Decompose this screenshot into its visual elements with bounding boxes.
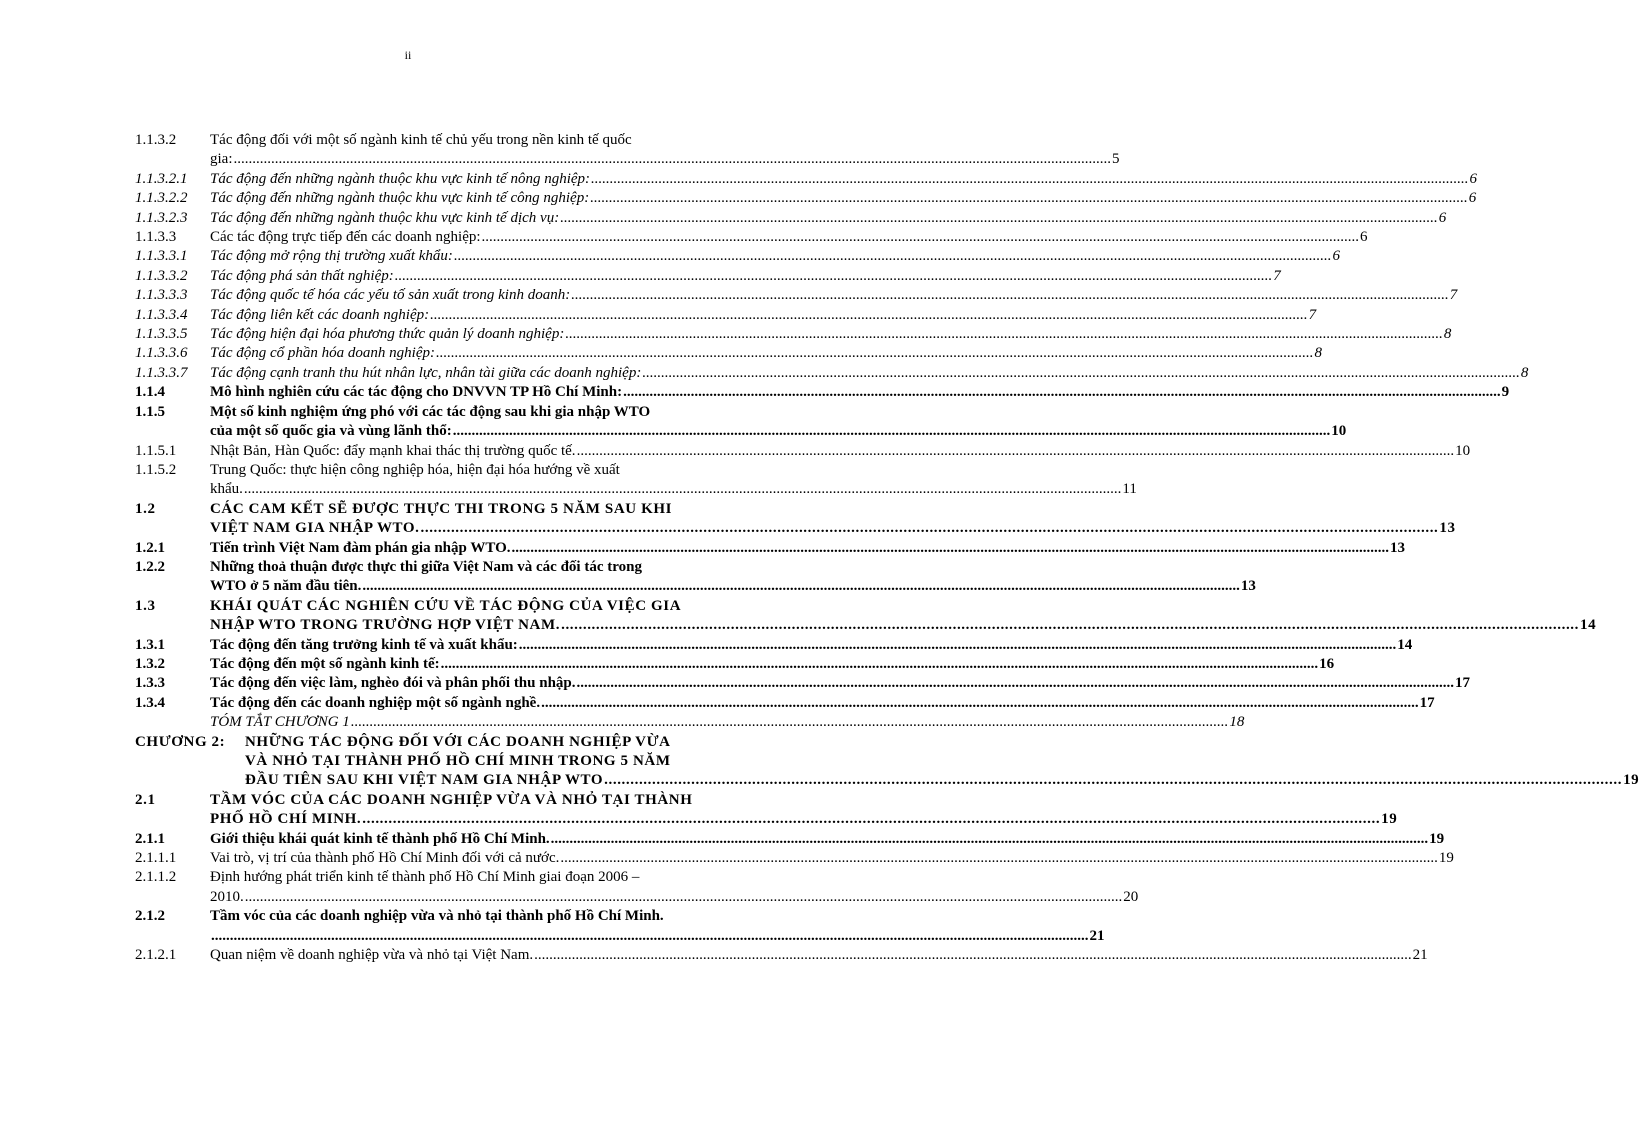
toc-entry[interactable] xyxy=(135,907,1105,946)
dot-leader xyxy=(441,655,1319,674)
toc-entry-title xyxy=(210,907,1105,946)
toc-entry-title xyxy=(210,868,1138,907)
toc-entry-title xyxy=(210,403,1346,442)
toc-page-number: 16 xyxy=(1319,655,1335,672)
toc-entry-number: 1.2.1 xyxy=(135,539,165,556)
toc-entry-text: Tiến trình Việt Nam đàm phán gia nhập WTO. xyxy=(210,539,511,556)
toc-page-number: 13 xyxy=(1390,539,1405,556)
dot-leader xyxy=(362,810,1380,829)
toc-entry[interactable] xyxy=(135,713,1245,732)
toc-entry-text: Tác động quốc tế hóa các yếu tố sản xuất trong kinh doanh: xyxy=(210,287,571,304)
toc-entry-title xyxy=(210,442,1470,461)
toc-entry-number: 2.1.1.1 xyxy=(135,850,177,867)
toc-entry-text: NHỮNG TÁC ĐỘNG ĐỐI VỚI CÁC DOANH NGHIỆP VỪA xyxy=(245,733,671,750)
toc-entry[interactable] xyxy=(135,791,1398,830)
toc-entry-text: gia: xyxy=(210,151,233,168)
dot-leader xyxy=(512,539,1390,558)
toc-entry-title xyxy=(210,170,1477,189)
toc-entry-text: Giới thiệu khái quát kinh tế thành phố Hồ Chí Minh. xyxy=(210,830,550,847)
dot-leader xyxy=(561,616,1579,635)
toc-entry-text: Tác động mở rộng thị trường xuất khẩu: xyxy=(210,248,453,265)
toc-entry-number: CHƯƠNG 2: xyxy=(135,733,226,750)
toc-entry[interactable] xyxy=(135,868,1139,907)
toc-entry-title xyxy=(210,636,1412,655)
toc-entry[interactable] xyxy=(135,189,1477,208)
toc-entry-title xyxy=(210,344,1322,363)
toc-entry-title xyxy=(210,500,1456,539)
toc-page-number: 20 xyxy=(1123,888,1139,905)
toc-page-number: 19 xyxy=(1429,830,1445,847)
toc-entry-number: 1.1.3.2 xyxy=(135,132,177,148)
dot-leader xyxy=(590,189,1468,208)
toc-entry-text: Trung Quốc: thực hiện công nghiệp hóa, hiện đại hóa hướng về xuất xyxy=(210,461,620,478)
toc-entry-title xyxy=(210,189,1476,208)
dot-leader xyxy=(560,209,1438,228)
toc-entry-text: Mô hình nghiên cứu các tác động cho DNVVN TP Hồ Chí Minh: xyxy=(210,384,623,401)
dot-leader xyxy=(351,713,1229,732)
toc-entry-text: WTO ở 5 năm đầu tiên. xyxy=(210,578,362,595)
toc-entry-number: 1.1.3.3.4 xyxy=(135,306,188,323)
toc-entry-text: Tác động đến những ngành thuộc khu vực kinh tế nông nghiệp: xyxy=(210,170,591,187)
toc-page-number: 19 xyxy=(1438,850,1454,867)
toc-entry-number: 2.1.1 xyxy=(135,830,165,847)
dot-leader xyxy=(623,383,1501,402)
toc-entry[interactable] xyxy=(135,539,1405,558)
toc-entry-text: Tác động đến các doanh nghiệp một số ngành nghề. xyxy=(210,694,541,711)
dot-leader xyxy=(395,267,1273,286)
toc-entry-title xyxy=(210,364,1528,383)
toc-page-number: 6 xyxy=(1332,248,1340,265)
dot-leader xyxy=(560,849,1438,868)
toc-entry-number: 1.3.2 xyxy=(135,655,165,672)
toc-page-number: 21 xyxy=(1412,947,1428,964)
toc-entry-text: VIỆT NAM GIA NHẬP WTO. xyxy=(210,520,420,537)
dot-leader xyxy=(436,344,1314,363)
toc-entry-text: Tầm vóc của các doanh nghiệp vừa và nhỏ tại thành phố Hồ Chí Minh. xyxy=(210,908,664,925)
toc-entry-title xyxy=(210,830,1444,849)
toc-entry-text: NHẬP WTO TRONG TRƯỜNG HỢP VIỆT NAM. xyxy=(210,617,561,634)
toc-entry-number: 1.1.3.3.7 xyxy=(135,364,188,381)
toc-entry-text: Tác động liên kết các doanh nghiệp: xyxy=(210,306,430,323)
dot-leader xyxy=(577,442,1455,461)
toc-entry[interactable] xyxy=(135,636,1413,655)
page-number: ii xyxy=(404,48,412,62)
toc-entry[interactable] xyxy=(135,442,1471,461)
toc-entry-text: Tác động cạnh tranh thu hút nhân lực, nhân tài giữa các doanh nghiệp: xyxy=(210,364,642,381)
dot-leader xyxy=(482,228,1360,247)
toc-entry-text: ĐẦU TIÊN SAU KHI VIỆT NAM GIA NHẬP WTO xyxy=(245,772,604,789)
toc-entry-title xyxy=(210,209,1446,228)
toc-entry-number: 1.1.3.2.3 xyxy=(135,209,188,226)
toc-entry[interactable] xyxy=(135,694,1435,713)
toc-entry-number: 1.1.3.3 xyxy=(135,229,177,246)
toc-entry[interactable] xyxy=(135,946,1428,965)
toc-entry-text: của một số quốc gia và vùng lãnh thổ: xyxy=(210,423,452,440)
toc-page-number: 14 xyxy=(1397,636,1413,653)
toc-page-number: 13 xyxy=(1439,520,1456,537)
toc-entry-text: KHÁI QUÁT CÁC NGHIÊN CỨU VỀ TÁC ĐỘNG CỦA VIỆC GIA xyxy=(210,597,682,614)
toc-entry[interactable] xyxy=(135,849,1454,868)
toc-entry-number: 1.1.3.3.6 xyxy=(135,345,188,362)
toc-entry-number: 1.1.5.2 xyxy=(135,461,177,478)
toc-entry-title xyxy=(210,306,1316,325)
toc-entry-text: Một số kinh nghiệm ứng phó với các tác động sau khi gia nhập WTO xyxy=(210,403,651,420)
toc-page-number: 14 xyxy=(1580,617,1597,634)
toc-entry[interactable] xyxy=(135,306,1317,325)
toc-entry[interactable] xyxy=(135,131,1120,170)
toc-entry-number: 1.3 xyxy=(135,597,156,614)
toc-entry-text: Tác động đối với một số ngành kinh tế chủ yếu trong nền kinh tế quốc xyxy=(210,132,632,148)
toc-page-number: 13 xyxy=(1240,578,1256,595)
toc-entry[interactable] xyxy=(135,383,1510,402)
toc-page-number: 8 xyxy=(1443,326,1452,343)
toc-entry[interactable] xyxy=(135,733,1639,791)
toc-entry-text: Tác động đến việc làm, nghèo đói và phân phối thu nhập. xyxy=(210,675,576,692)
toc-entry[interactable] xyxy=(135,655,1335,674)
toc-entry[interactable] xyxy=(135,170,1478,189)
toc-entry-text: Tác động đến những ngành thuộc khu vực kinh tế công nghiệp: xyxy=(210,190,590,207)
toc-page-number: 11 xyxy=(1122,481,1137,498)
toc-entry-text: Tác động đến một số ngành kinh tế: xyxy=(210,655,440,672)
toc-entry-text: Những thoả thuận được thực thi giữa Việt Nam và các đối tác trong xyxy=(210,558,642,575)
toc-entry-title xyxy=(210,849,1454,868)
toc-page-number: 6 xyxy=(1468,190,1477,207)
toc-entry-text: VÀ NHỎ TẠI THÀNH PHỐ HỒ CHÍ MINH TRONG 5 NĂM xyxy=(245,753,671,769)
toc-entry-title xyxy=(210,791,1397,830)
dot-leader xyxy=(362,577,1240,596)
dot-leader xyxy=(244,480,1122,499)
toc-entry[interactable] xyxy=(135,830,1445,849)
toc-entry[interactable] xyxy=(135,403,1347,442)
toc-page-number: 17 xyxy=(1455,675,1471,692)
toc-entry-number: 1.1.5 xyxy=(135,403,165,420)
toc-page-number: 21 xyxy=(1089,927,1105,944)
toc-entry-title xyxy=(210,674,1470,693)
toc-entry-text: Tác động phá sản thất nghiệp: xyxy=(210,267,394,284)
dot-leader xyxy=(534,946,1412,965)
toc-entry-text: PHỐ HỒ CHÍ MINH. xyxy=(210,811,362,828)
toc-entry[interactable] xyxy=(135,325,1452,344)
toc-entry-number: 1.1.4 xyxy=(135,384,165,401)
toc-entry-title xyxy=(210,228,1368,247)
toc-entry-text: Tác động hiện đại hóa phương thức quản lý doanh nghiệp: xyxy=(210,326,565,343)
toc-entry-text: Tác động cổ phần hóa doanh nghiệp: xyxy=(210,345,435,362)
toc-entry[interactable] xyxy=(135,344,1322,363)
toc-entry-title xyxy=(210,558,1256,597)
toc-page-number: 9 xyxy=(1501,384,1510,401)
toc-entry-title xyxy=(210,597,1596,636)
toc-entry-number: 1.3.1 xyxy=(135,636,165,653)
toc-entry[interactable] xyxy=(135,228,1368,247)
dot-leader xyxy=(234,150,1112,169)
toc-entry-text: khẩu. xyxy=(210,481,243,498)
toc-entry[interactable] xyxy=(135,286,1458,305)
toc-page-number: 10 xyxy=(1331,423,1347,440)
toc-entry[interactable] xyxy=(135,247,1340,266)
toc-entry-number: 1.3.3 xyxy=(135,675,165,692)
dot-leader xyxy=(565,325,1443,344)
toc-page-number: 18 xyxy=(1229,714,1245,731)
toc-entry-text: Nhật Bản, Hàn Quốc: đẩy mạnh khai thác thị trường quốc tế. xyxy=(210,442,576,459)
toc-entry-number: 1.1.3.3.1 xyxy=(135,248,188,265)
dot-leader xyxy=(453,422,1331,441)
toc-entry-number: 1.1.3.2.2 xyxy=(135,190,188,207)
toc-page-number: 6 xyxy=(1360,229,1368,246)
toc-page-number: 7 xyxy=(1449,287,1458,304)
toc-entry-text: Tác động đến những ngành thuộc khu vực kinh tế dịch vụ: xyxy=(210,209,560,226)
toc-entry-title xyxy=(210,131,1120,170)
toc-entry-title xyxy=(210,713,1244,732)
dot-leader xyxy=(519,636,1397,655)
toc-entry-number: 2.1.2 xyxy=(135,908,165,925)
toc-entry-text: Các tác động trực tiếp đến các doanh nghiệp: xyxy=(210,229,481,246)
toc-entry-number: 2.1 xyxy=(135,791,156,808)
toc-entry-number: 1.3.4 xyxy=(135,694,165,711)
toc-entry[interactable] xyxy=(135,461,1137,500)
toc-entry[interactable] xyxy=(135,674,1471,693)
toc-entry-text: 2010. xyxy=(210,888,244,905)
dot-leader xyxy=(211,927,1089,946)
toc-page-number: 6 xyxy=(1438,209,1447,226)
dot-leader xyxy=(571,286,1449,305)
toc-entry-number: 1.2.2 xyxy=(135,558,165,575)
toc-page-number: 19 xyxy=(1623,772,1639,789)
dot-leader xyxy=(577,674,1455,693)
toc-entry-title xyxy=(210,325,1451,344)
toc-entry-text: Tác động đến tăng trưởng kinh tế và xuất khẩu: xyxy=(210,636,518,653)
toc-entry-number: 1.1.5.1 xyxy=(135,442,177,459)
toc-entry-number: 2.1.1.2 xyxy=(135,869,177,886)
toc-entry-title xyxy=(210,694,1435,713)
toc-entry[interactable] xyxy=(135,209,1447,228)
toc-entry[interactable] xyxy=(135,597,1597,636)
toc-entry-number: 1.1.3.3.3 xyxy=(135,287,188,304)
dot-leader xyxy=(430,306,1308,325)
toc-page-number: 8 xyxy=(1314,345,1322,362)
toc-entry-title xyxy=(210,946,1428,965)
toc-entry-text: Định hướng phát triển kinh tế thành phố Hồ Chí Minh giai đoạn 2006 – xyxy=(210,869,640,886)
toc-page-number: 10 xyxy=(1455,442,1471,459)
toc-entry-number: 1.1.3.3.2 xyxy=(135,267,188,284)
toc-page-number: 19 xyxy=(1381,811,1398,828)
toc-entry-number: 2.1.2.1 xyxy=(135,947,177,964)
toc-page-number: 7 xyxy=(1273,267,1281,284)
toc-entry-title xyxy=(210,539,1405,558)
toc-entry-title xyxy=(210,247,1340,266)
toc-entry-number: 1.2 xyxy=(135,500,156,517)
dot-leader xyxy=(541,694,1419,713)
dot-leader xyxy=(591,170,1469,189)
toc-entry[interactable] xyxy=(135,364,1529,383)
dot-leader xyxy=(604,771,1622,790)
dot-leader xyxy=(551,830,1429,849)
toc-page-number: 7 xyxy=(1308,306,1317,323)
toc-entry-title xyxy=(210,267,1281,286)
dot-leader xyxy=(421,519,1439,538)
toc-page-number: 5 xyxy=(1112,151,1120,168)
table-of-contents xyxy=(135,131,1639,965)
toc-page-number: 6 xyxy=(1469,170,1478,187)
toc-entry-number: 1.1.3.3.5 xyxy=(135,326,188,343)
dot-leader xyxy=(642,364,1520,383)
toc-entry-title xyxy=(210,383,1509,402)
toc-entry[interactable] xyxy=(135,500,1456,539)
dot-leader xyxy=(454,247,1332,266)
toc-entry-title xyxy=(210,655,1334,674)
dot-leader xyxy=(245,888,1123,907)
toc-page-number: 8 xyxy=(1520,364,1529,381)
toc-entry-text: Quan niệm về doanh nghiệp vừa và nhỏ tại Việt Nam. xyxy=(210,947,534,964)
toc-entry-text: TẦM VÓC CỦA CÁC DOANH NGHIỆP VỪA VÀ NHỎ TẠI THÀNH xyxy=(210,791,693,808)
toc-entry-title xyxy=(210,286,1457,305)
toc-entry[interactable] xyxy=(135,558,1256,597)
toc-page-number: 17 xyxy=(1419,694,1435,711)
toc-entry-text: CÁC CAM KẾT SẼ ĐƯỢC THỰC THI TRONG 5 NĂM SAU KHI xyxy=(210,500,673,517)
toc-entry[interactable] xyxy=(135,267,1281,286)
toc-entry-text: Vai trò, vị trí của thành phố Hồ Chí Minh đối với cả nước. xyxy=(210,850,560,867)
toc-entry-number: 1.1.3.2.1 xyxy=(135,170,188,187)
toc-entry-text: TÓM TẮT CHƯƠNG 1 xyxy=(210,714,350,731)
toc-entry-title xyxy=(245,733,1639,791)
toc-entry-title xyxy=(210,461,1137,500)
